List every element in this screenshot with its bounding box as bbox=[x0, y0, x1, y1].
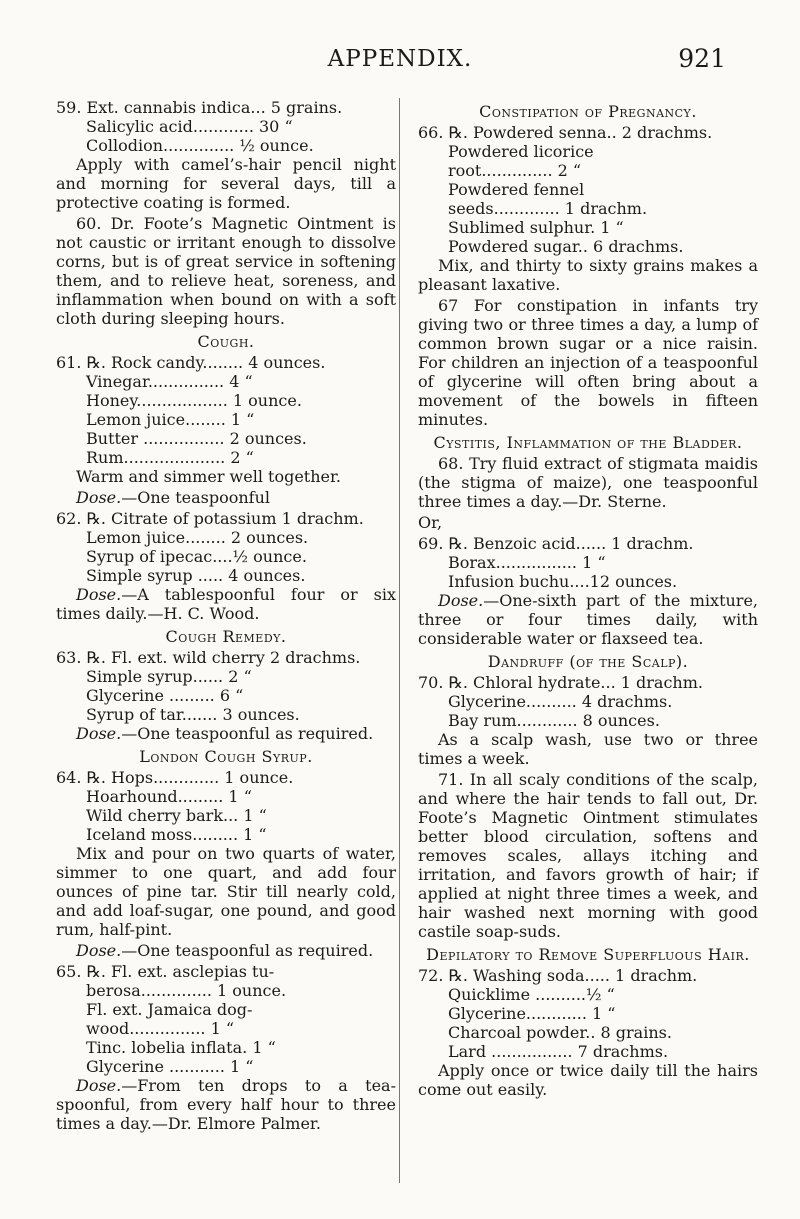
dose bbox=[56, 724, 396, 743]
dose-label: Dose. bbox=[438, 591, 484, 610]
ingredient-line: 62. ℞. Citrate of potassium 1 drachm. bbox=[56, 509, 364, 528]
recipe-72 bbox=[418, 966, 758, 1099]
ingredient-line: wood............... 1 “ bbox=[86, 1019, 235, 1038]
dose-text: —A tablespoonful four or six times daily.—H. C. Wood. bbox=[56, 585, 396, 623]
ingredient-line: Butter ................ 2 ounces. bbox=[86, 429, 307, 448]
ingredient-line: 65. ℞. Fl. ext. asclepias tu- bbox=[56, 962, 275, 981]
ingredient-line: Syrup of tar....... 3 ounces. bbox=[86, 705, 300, 724]
recipe-62 bbox=[56, 509, 396, 623]
ingredient-line: 72. ℞. Washing soda..... 1 drachm. bbox=[418, 966, 698, 985]
ingredient-line: root.............. 2 “ bbox=[448, 161, 582, 180]
recipe-65 bbox=[56, 962, 396, 1133]
ingredient-line: Glycerine.......... 4 drachms. bbox=[448, 692, 673, 711]
ingredient-line: Glycerine............ 1 “ bbox=[448, 1004, 616, 1023]
dose bbox=[56, 941, 396, 960]
ingredient-line: Rum.................... 2 “ bbox=[86, 448, 254, 467]
dose bbox=[56, 1076, 396, 1133]
recipe-64 bbox=[56, 768, 396, 960]
section-heading-london-cough-syrup: London Cough Syrup. bbox=[139, 747, 313, 766]
instructions: Apply with camel’s-hair pencil night and morning for several days, till a protective coating is formed. bbox=[56, 155, 396, 212]
recipe-67: 67 For constipation in infants try giving two or three times a day, a lump of common brown sugar or a nice raisin. For children an injection of a teaspoonful of glycerine will often bring about a movement of the bowels in fifteen minutes. bbox=[418, 296, 758, 429]
dose-label: Dose. bbox=[76, 724, 122, 743]
right-column bbox=[418, 98, 758, 1101]
dose-text: —One teaspoonful as required. bbox=[121, 724, 374, 743]
ingredient-line: 59. Ext. cannabis indica... 5 grains. bbox=[56, 98, 343, 117]
dose-text: —One-sixth part of the mixture, three or four times daily, with considerable water or flaxseed tea. bbox=[418, 591, 758, 648]
instructions: Mix and pour on two quarts of water, simmer to one quart, and add four ounces of pine tar. Stir till nearly cold, and add loaf-sugar, one pound, and good rum, half-pint. bbox=[56, 844, 396, 939]
dose-text: —One teaspoonful as required. bbox=[121, 941, 374, 960]
ingredient-line: Salicylic acid............ 30 “ bbox=[86, 117, 293, 136]
ingredient-line: Tinc. lobelia inflata. 1 “ bbox=[86, 1038, 276, 1057]
ingredient-line: Borax................ 1 “ bbox=[448, 553, 606, 572]
ingredient-line: Fl. ext. Jamaica dog- bbox=[86, 1000, 253, 1019]
ingredient-line: 61. ℞. Rock candy........ 4 ounces. bbox=[56, 353, 326, 372]
recipe-69 bbox=[418, 534, 758, 648]
ingredient-line: Lemon juice........ 1 “ bbox=[86, 410, 255, 429]
ingredient-line: Iceland moss......... 1 “ bbox=[86, 825, 267, 844]
ingredient-line: 66. ℞. Powdered senna.. 2 drachms. bbox=[418, 123, 713, 142]
dose bbox=[56, 585, 396, 623]
ingredient-line: Hoarhound......... 1 “ bbox=[86, 787, 252, 806]
dose-label: Dose. bbox=[76, 1076, 122, 1095]
ingredient-line: berosa.............. 1 ounce. bbox=[86, 981, 287, 1000]
section-heading-cough: Cough. bbox=[197, 332, 255, 351]
dose-label: Dose. bbox=[76, 585, 122, 604]
running-title: APPENDIX. bbox=[327, 46, 473, 72]
ingredient-line: Powdered sugar.. 6 drachms. bbox=[448, 237, 684, 256]
dose-label: Dose. bbox=[76, 941, 122, 960]
instructions: As a scalp wash, use two or three times a week. bbox=[418, 730, 758, 768]
ingredient-line: Lard ................ 7 drachms. bbox=[448, 1042, 669, 1061]
ingredient-line: Quicklime ..........½ “ bbox=[448, 985, 615, 1004]
instructions: Warm and simmer well together. bbox=[76, 467, 341, 486]
ingredient-line: Sublimed sulphur. 1 “ bbox=[448, 218, 624, 237]
section-heading-constipation: Constipation of Pregnancy. bbox=[479, 102, 697, 121]
ingredient-line: seeds............. 1 drachm. bbox=[448, 199, 648, 218]
ingredient-line: 63. ℞. Fl. ext. wild cherry 2 drachms. bbox=[56, 648, 361, 667]
dose bbox=[56, 488, 396, 507]
column-divider bbox=[399, 98, 400, 1183]
ingredient-line: Syrup of ipecac....½ ounce. bbox=[86, 547, 307, 566]
ingredient-line: 70. ℞. Chloral hydrate... 1 drachm. bbox=[418, 673, 703, 692]
ingredient-line: Charcoal powder.. 8 grains. bbox=[448, 1023, 672, 1042]
ingredient-line: Honey.................. 1 ounce. bbox=[86, 391, 302, 410]
dose-text: —One teaspoonful bbox=[121, 488, 271, 507]
instructions: Mix, and thirty to sixty grains makes a pleasant laxative. bbox=[418, 256, 758, 294]
section-heading-dandruff: Dandruff (of the Scalp). bbox=[487, 652, 689, 671]
dose-text: —From ten drops to a tea-spoonful, from every half hour to three times a day.—Dr. Elmore Palmer. bbox=[56, 1076, 396, 1133]
section-heading-cough-remedy: Cough Remedy. bbox=[165, 627, 287, 646]
page-number: 921 bbox=[678, 44, 726, 73]
ingredient-line: Powdered fennel bbox=[448, 180, 585, 199]
ingredient-line: Wild cherry bark... 1 “ bbox=[86, 806, 267, 825]
dose bbox=[418, 591, 758, 648]
ingredient-line: 69. ℞. Benzoic acid...... 1 drachm. bbox=[418, 534, 694, 553]
recipe-61 bbox=[56, 353, 396, 507]
section-heading-depilatory: Depilatory to Remove Superfluous Hair. bbox=[426, 945, 750, 964]
recipe-71: 71. In all scaly conditions of the scalp, and where the hair tends to fall out, Dr. Foote’s Magnetic Ointment stimulates better blood circulation, softens and removes scales, allays itching and irritation, and favors growth of hair; if applied at night three times a week, and hair washed next morning with good castile soap-suds. bbox=[418, 770, 758, 941]
ingredient-line: Glycerine ......... 6 “ bbox=[86, 686, 244, 705]
left-column bbox=[56, 98, 396, 1135]
recipe-70 bbox=[418, 673, 758, 768]
ingredient-line: Collodion.............. ½ ounce. bbox=[86, 136, 314, 155]
ingredient-line: Bay rum............ 8 ounces. bbox=[448, 711, 660, 730]
ingredient-line: Infusion buchu....12 ounces. bbox=[448, 572, 678, 591]
instructions: Apply once or twice daily till the hairs come out easily. bbox=[418, 1061, 758, 1099]
ingredient-line: Lemon juice........ 2 ounces. bbox=[86, 528, 309, 547]
recipe-59 bbox=[56, 98, 396, 212]
ingredient-line: Vinegar............... 4 “ bbox=[86, 372, 253, 391]
recipe-60: 60. Dr. Foote’s Magnetic Ointment is not caustic or irritant enough to dissolve corns, but is of great service in softening them, and to relieve heat, soreness, and inflammation when bound on with a soft cloth during sleeping hours. bbox=[56, 214, 396, 328]
recipe-66 bbox=[418, 123, 758, 294]
recipe-63 bbox=[56, 648, 396, 743]
section-heading-cystitis: Cystitis, Inflammation of the Bladder. bbox=[433, 433, 743, 452]
page-header bbox=[0, 46, 800, 76]
ingredient-line: Glycerine ........... 1 “ bbox=[86, 1057, 254, 1076]
ingredient-line: Powdered licorice bbox=[448, 142, 594, 161]
dose-label: Dose. bbox=[76, 488, 122, 507]
or-text: Or, bbox=[418, 513, 443, 532]
recipe-68: 68. Try fluid extract of stigmata maidis (the stigma of maize), one teaspoonful three times a day.—Dr. Sterne. bbox=[418, 454, 758, 511]
ingredient-line: Simple syrup ..... 4 ounces. bbox=[86, 566, 306, 585]
ingredient-line: Simple syrup...... 2 “ bbox=[86, 667, 252, 686]
ingredient-line: 64. ℞. Hops............. 1 ounce. bbox=[56, 768, 294, 787]
